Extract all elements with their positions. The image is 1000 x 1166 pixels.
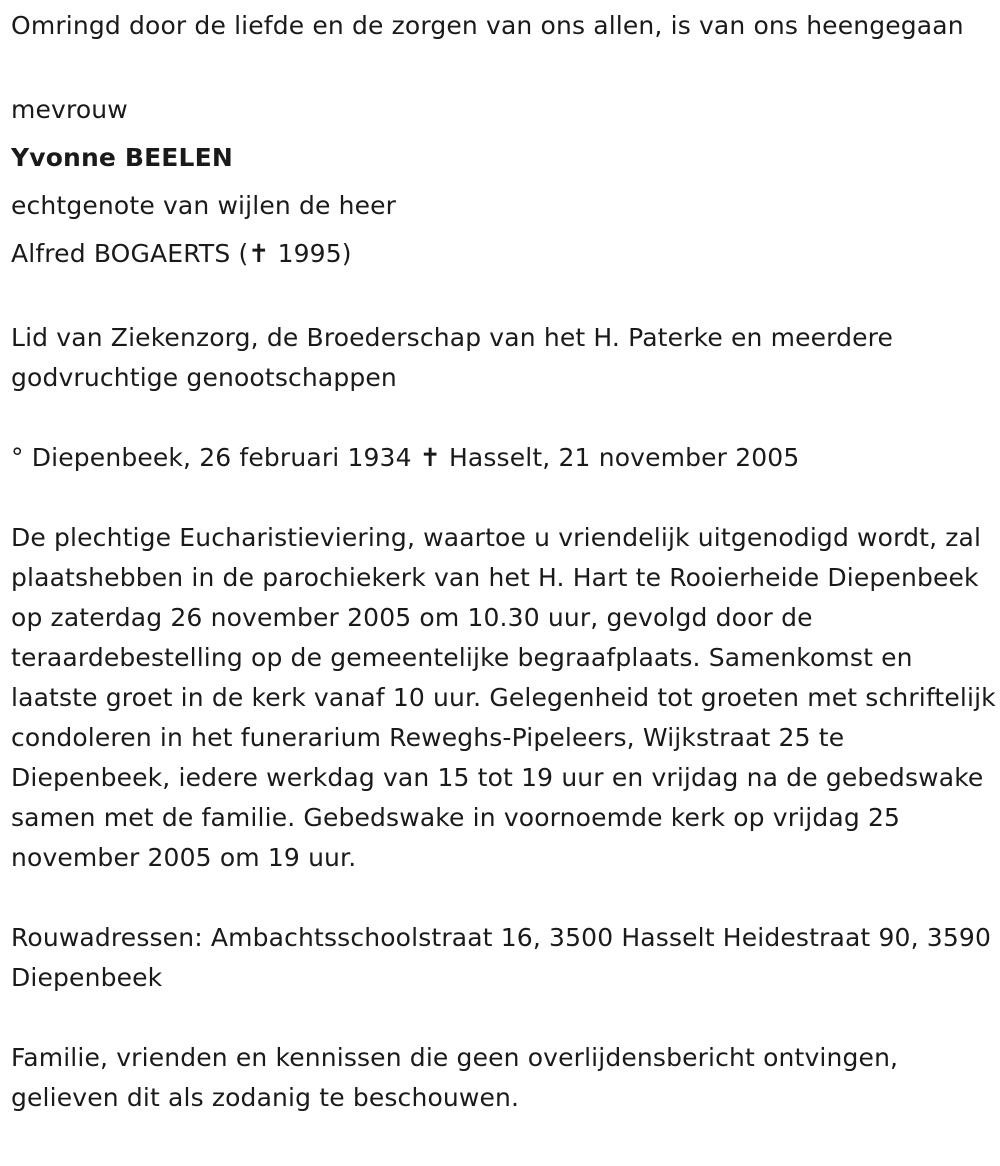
spacer [11,878,1000,918]
spacer [11,998,1000,1038]
closing-text: Familie, vrienden en kennissen die geen overlijdensbericht ontvingen, gelieven dit als zodanig te beschouwen. [11,1043,899,1112]
ceremony-text: De plechtige Eucharistieviering, waartoe u vriendelijk uitgenodigd wordt, zal plaatshebben in de parochiekerk van het H. Hart te Rooierheide Diepenbeek op zaterdag 26 november 2005 om 10.30 uur, gevolgd door de teraardebestelling op de gemeentelijke begraafplaats. Samenkomst en laatste groet in de kerk vanaf 10 uur. Gelegenheid tot groeten met schriftelijk condoleren in het funerarium Reweghs-Pipeleers, Wijkstraat 25 te Diepenbeek, iedere werkdag van 15 tot 19 uur en vrijdag na de gebedswake samen met de familie. Gebedswake in voornoemde kerk op vrijdag 25 november 2005 om 19 uur. [11,523,996,872]
spacer [11,398,1000,438]
spacer [11,278,1000,318]
membership-text: Lid van Ziekenzorg, de Broederschap van het H. Paterke en meerdere godvruchtige genootschappen [11,323,894,392]
deceased-name: Yvonne BEELEN [11,143,233,172]
spacer [11,46,1000,86]
title-prefix: mevrouw [11,95,128,124]
spacer [11,478,1000,518]
intro-text: Omringd door de liefde en de zorgen van ons allen, is van ons heengegaan [11,11,964,40]
mourning-addresses: Rouwadressen: Ambachtsschoolstraat 16, 3500 Hasselt Heidestraat 90, 3590 Diepenbeek [11,923,992,992]
birth-death-dates: ° Diepenbeek, 26 februari 1934 ✝ Hasselt, 21 november 2005 [11,443,800,472]
spouse-name: Alfred BOGAERTS (✝ 1995) [11,239,352,268]
relation-text: echtgenote van wijlen de heer [11,191,397,220]
